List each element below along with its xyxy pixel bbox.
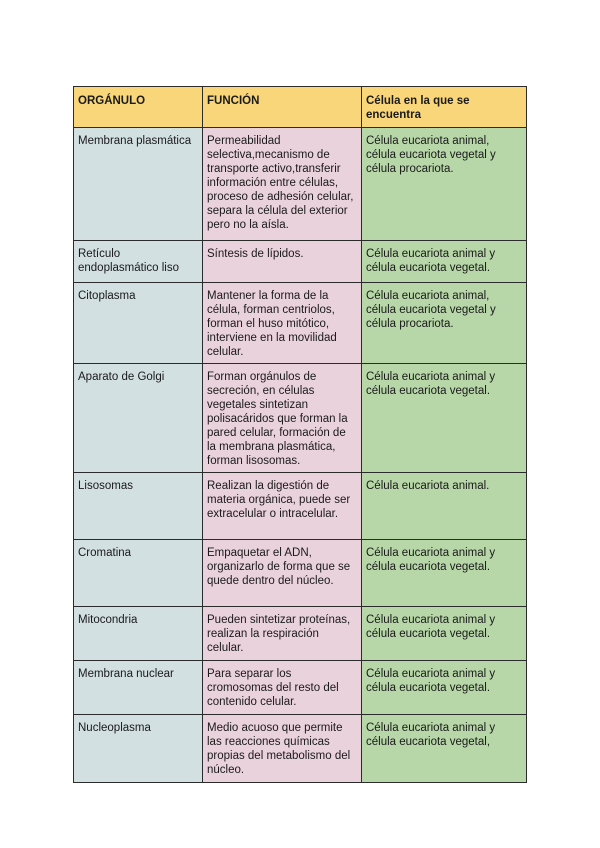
table-row (74, 715, 527, 783)
organ-cell: Mitocondria (74, 607, 203, 661)
organ-cell: Retículo endoplasmático liso (74, 241, 203, 283)
function-cell: Realizan la digestión de materia orgánica, puede ser extracelular o intracelular. (203, 473, 362, 540)
organ-cell: Membrana plasmática (74, 128, 203, 241)
table-row (74, 607, 527, 661)
table-row (74, 364, 527, 473)
organ-cell: Membrana nuclear (74, 661, 203, 715)
function-cell: Pueden sintetizar proteínas, realizan la respiración celular. (203, 607, 362, 661)
organ-cell: Aparato de Golgi (74, 364, 203, 473)
function-cell: Medio acuoso que permite las reacciones químicas propias del metabolismo del núcleo. (203, 715, 362, 783)
organ-cell: Nucleoplasma (74, 715, 203, 783)
function-cell: Permeabilidad selectiva,mecanismo de transporte activo,transferir información entre células, proceso de adhesión celular, separa la célula del exterior pero no la aísla. (203, 128, 362, 241)
cell-type-cell: Célula eucariota animal y célula eucariota vegetal. (362, 540, 527, 607)
cell-type-cell: Célula eucariota animal. (362, 473, 527, 540)
organelle-table (73, 86, 527, 783)
table-body (74, 128, 527, 783)
function-cell: Empaquetar el ADN, organizarlo de forma que se quede dentro del núcleo. (203, 540, 362, 607)
table-row (74, 540, 527, 607)
table-row (74, 661, 527, 715)
organ-cell: Citoplasma (74, 283, 203, 364)
table-row (74, 283, 527, 364)
header-cell: Célula en la que se encuentra (362, 87, 527, 128)
table-row (74, 473, 527, 540)
function-cell: Forman orgánulos de secreción, en células vegetales sintetizan polisacáridos que forman la pared celular, formación de la membrana plasmática, forman lisosomas. (203, 364, 362, 473)
function-cell: Para separar los cromosomas del resto del contenido celular. (203, 661, 362, 715)
cell-type-cell: Célula eucariota animal y célula eucariota vegetal. (362, 661, 527, 715)
table-row (74, 128, 527, 241)
organ-cell: Cromatina (74, 540, 203, 607)
function-cell: Síntesis de lípidos. (203, 241, 362, 283)
cell-type-cell: Célula eucariota animal y célula eucariota vegetal, (362, 715, 527, 783)
function-cell: Mantener la forma de la célula, forman centriolos, forman el huso mitótico, interviene en la movilidad celular. (203, 283, 362, 364)
table-header (74, 87, 527, 128)
table-row (74, 241, 527, 283)
cell-type-cell: Célula eucariota animal, célula eucariota vegetal y célula procariota. (362, 283, 527, 364)
cell-type-cell: Célula eucariota animal y célula eucariota vegetal. (362, 364, 527, 473)
cell-type-cell: Célula eucariota animal y célula eucariota vegetal. (362, 607, 527, 661)
organ-cell: Lisosomas (74, 473, 203, 540)
header-row (74, 87, 527, 128)
header-function: FUNCIÓN (203, 87, 362, 128)
cell-type-cell: Célula eucariota animal, célula eucariota vegetal y célula procariota. (362, 128, 527, 241)
cell-type-cell: Célula eucariota animal y célula eucariota vegetal. (362, 241, 527, 283)
header-organ: ORGÁNULO (74, 87, 203, 128)
